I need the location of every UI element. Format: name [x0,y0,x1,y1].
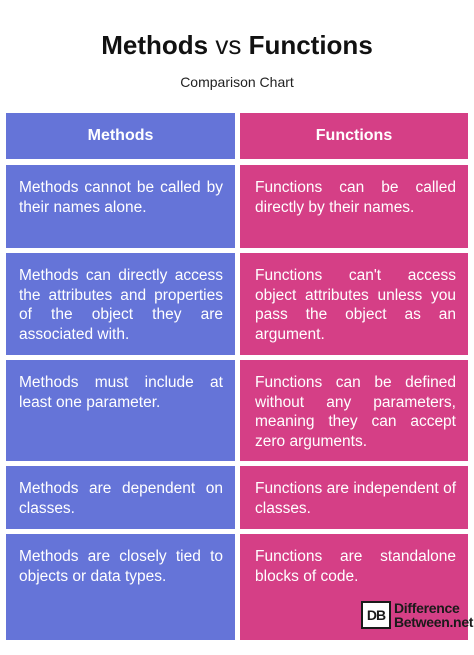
logo-line-2: Between.net [394,614,474,630]
functions-cell-text: Functions are standalone blocks of code. [255,548,456,585]
logo-line-1: Difference [394,600,460,616]
title-methods: Methods [101,30,209,60]
title-vs: vs [215,30,242,60]
methods-cell-text: Methods must include at least one parameter. [19,374,223,411]
difference-between-logo [361,598,473,632]
functions-cell [240,253,468,355]
column-header-methods: Methods [6,113,235,159]
functions-cell [240,360,468,461]
functions-cell-text: Functions can be defined without any parameters, meaning they can accept zero arguments. [255,374,456,450]
db-logo-icon: DB [361,601,391,629]
page-title [0,30,474,61]
column-header-functions: Functions [240,113,468,159]
methods-cell [6,165,235,248]
functions-cell [240,466,468,529]
functions-cell [240,165,468,248]
methods-cell-text: Methods are closely tied to objects or data types. [19,548,223,585]
functions-cell-text: Functions can be called directly by their names. [255,179,456,216]
methods-cell [6,534,235,640]
methods-cell-text: Methods cannot be called by their names alone. [19,179,223,216]
methods-cell-text: Methods are dependent on classes. [19,480,223,517]
methods-cell [6,466,235,529]
methods-cell [6,360,235,461]
logo-text [394,601,473,629]
functions-cell-text: Functions can't access object attributes unless you pass the object as an argument. [255,267,456,343]
page-subtitle: Comparison Chart [180,74,294,90]
title-functions: Functions [248,30,373,60]
functions-cell-text: Functions are independent of classes. [255,480,456,517]
methods-cell-text: Methods can directly access the attributes and properties of the object they are associated with. [19,267,223,343]
methods-cell [6,253,235,355]
